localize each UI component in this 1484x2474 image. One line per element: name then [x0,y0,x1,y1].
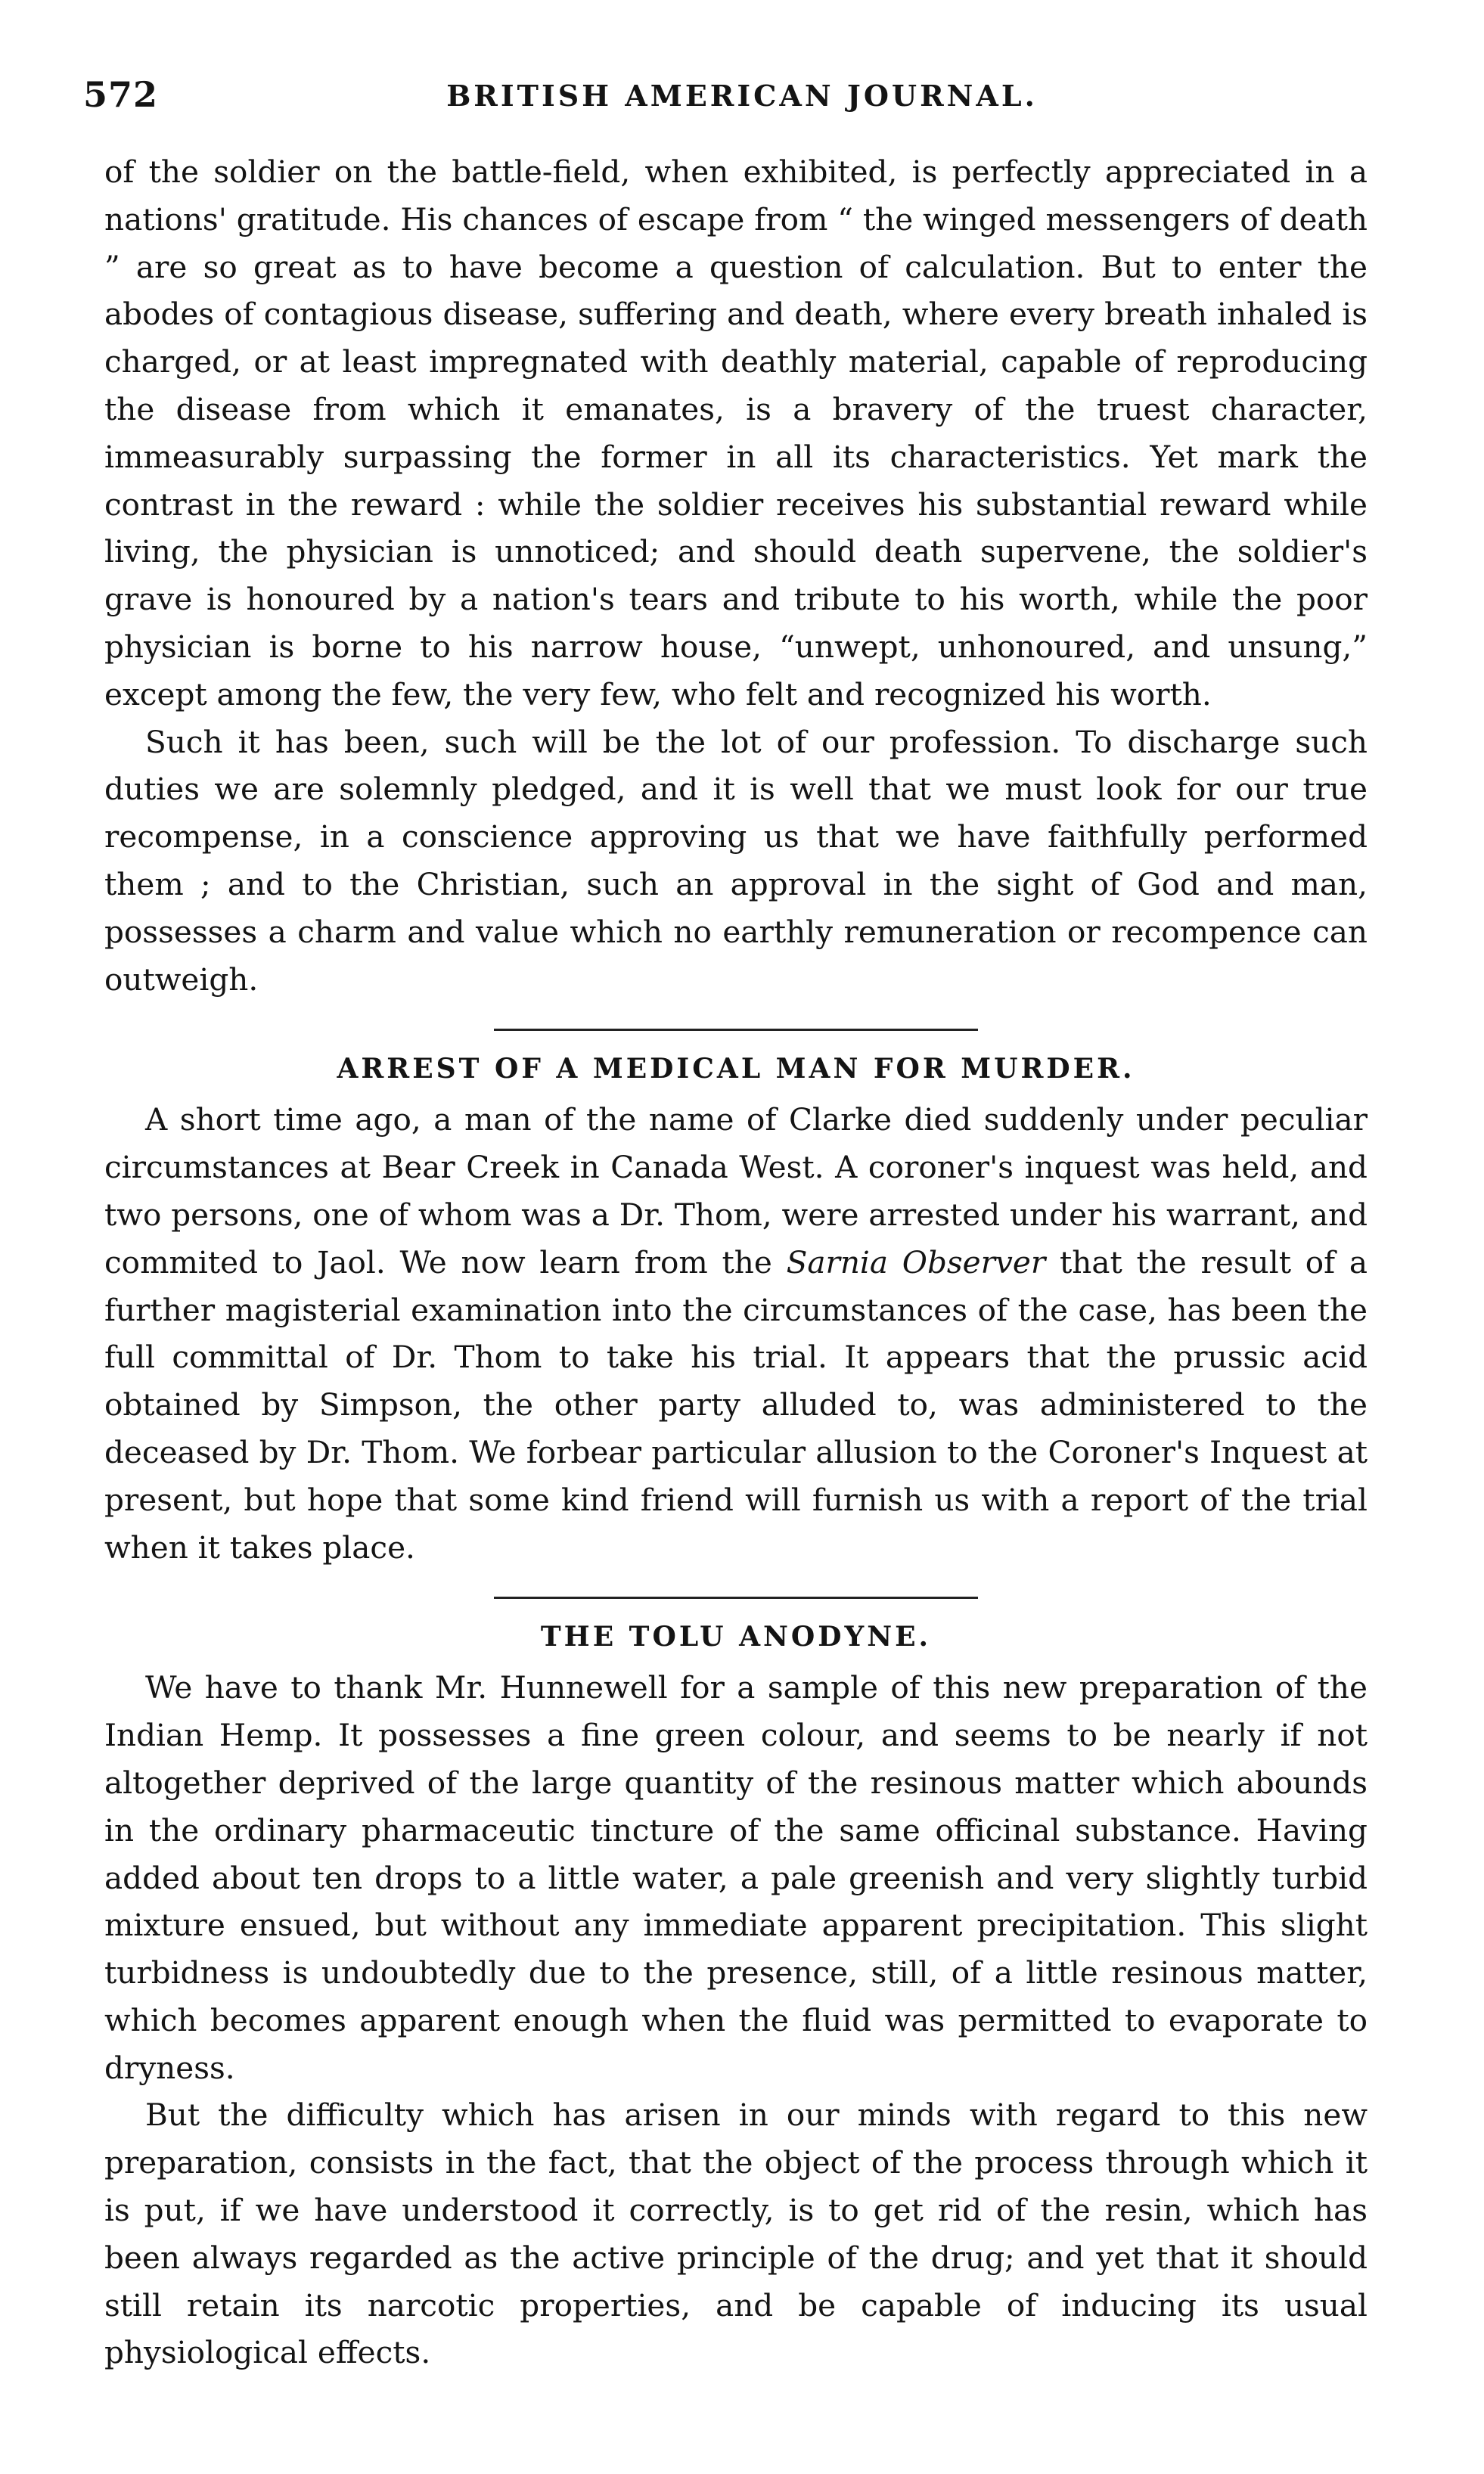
page-header [83,74,1401,127]
section-divider [494,1029,978,1031]
page-number: 572 [83,74,159,115]
running-head: BRITISH AMERICAN JOURNAL. [446,79,1038,113]
paragraph [104,1096,1368,1571]
paragraph: But the difficulty which has arisen in our minds with regard to this new preparation, consists in the fact, that the object of the process through which it is put, if we have understood it correctly, is to get rid of the resin, which has been always regarded as the active principle of the drug; and yet that it should still retain its narcotic properties, and be capable of inducing its usual physiological effects. [104,2097,1368,2371]
paragraph: We have to thank Mr. Hunnewell for a sample of this new preparation of the Indian Hemp. It possesses a fine green colour, and seems to be nearly if not altogether deprived of the large quantity of the resinous matter which abounds in the ordinary pharmaceutic tincture of the same officinal substance. Having added about ten drops to a little water, a pale greenish and very slightly turbid mixture ensued, but without any immediate apparent precipitation. This slight turbidness is undoubtedly due to the presence, still, of a little resinous matter, which becomes apparent enough when the fluid was permitted to evaporate to dryness. [104,1669,1368,2086]
newspaper-title: Sarnia Observer [786,1243,1046,1280]
paragraph-text: A short time ago, a man of the name of Clarke died suddenly under peculiar circumstances at Bear Creek in Canada West. A coroner's inquest was held, and two persons, one of whom was a Dr. Thom, were arrested under his warrant, and commited to Jaol. We now learn from the [104,1101,1368,1280]
paragraph: of the soldier on the battle-field, when exhibited, is perfectly appreciated in a nations' gratitude. His chances of escape from “ the winged messengers of death ” are so great as to have become a question of calculation. But to enter the abodes of contagious disease, suffering and death, where every breath inhaled is charged, or at least impregnated with deathly material, capable of reproducing the disease from which it emanates, is a bravery of the truest character, immeasurably surpassing the former in all its characteristics. Yet mark the contrast in the reward : while the soldier receives his substantial reward while living, the physician is unnoticed; and should death supervene, the soldier's grave is honoured by a nation's tears and tribute to his worth, while the poor physician is borne to his narrow house, “unwept, unhonoured, and unsung,” except among the few, the very few, who felt and recognized his worth. [104,154,1368,712]
section-divider [494,1597,978,1599]
article-continued [104,148,1368,1003]
page-body [104,148,1368,2376]
paragraph: Such it has been, such will be the lot of our profession. To discharge such duties we are solemnly pledged, and it is well that we must look for our true recompense, in a conscience approving us that we have faithfully performed them ; and to the Christian, such an approval in the sight of God and man, possesses a charm and value which no earthly remuneration or recompence can outweigh. [104,723,1368,998]
article-heading: ARREST OF A MEDICAL MAN FOR MURDER. [337,1053,1135,1085]
article-heading: THE TOLU ANODYNE. [540,1621,932,1653]
article-tolu-anodyne [104,1609,1368,2376]
paragraph-text: that the result of a further magisterial examination into the circumstances of the case, has been the full committal of Dr. Thom to take his trial. It appears that the prussic acid obtained by Simpson, the other party alluded to, was administered to the deceased by Dr. Thom. We forbear particular allusion to the Coroner's Inquest at present, but hope that some kind friend will furnish us with a report of the trial when it takes place. [104,1243,1368,1566]
article-arrest [104,1041,1368,1571]
